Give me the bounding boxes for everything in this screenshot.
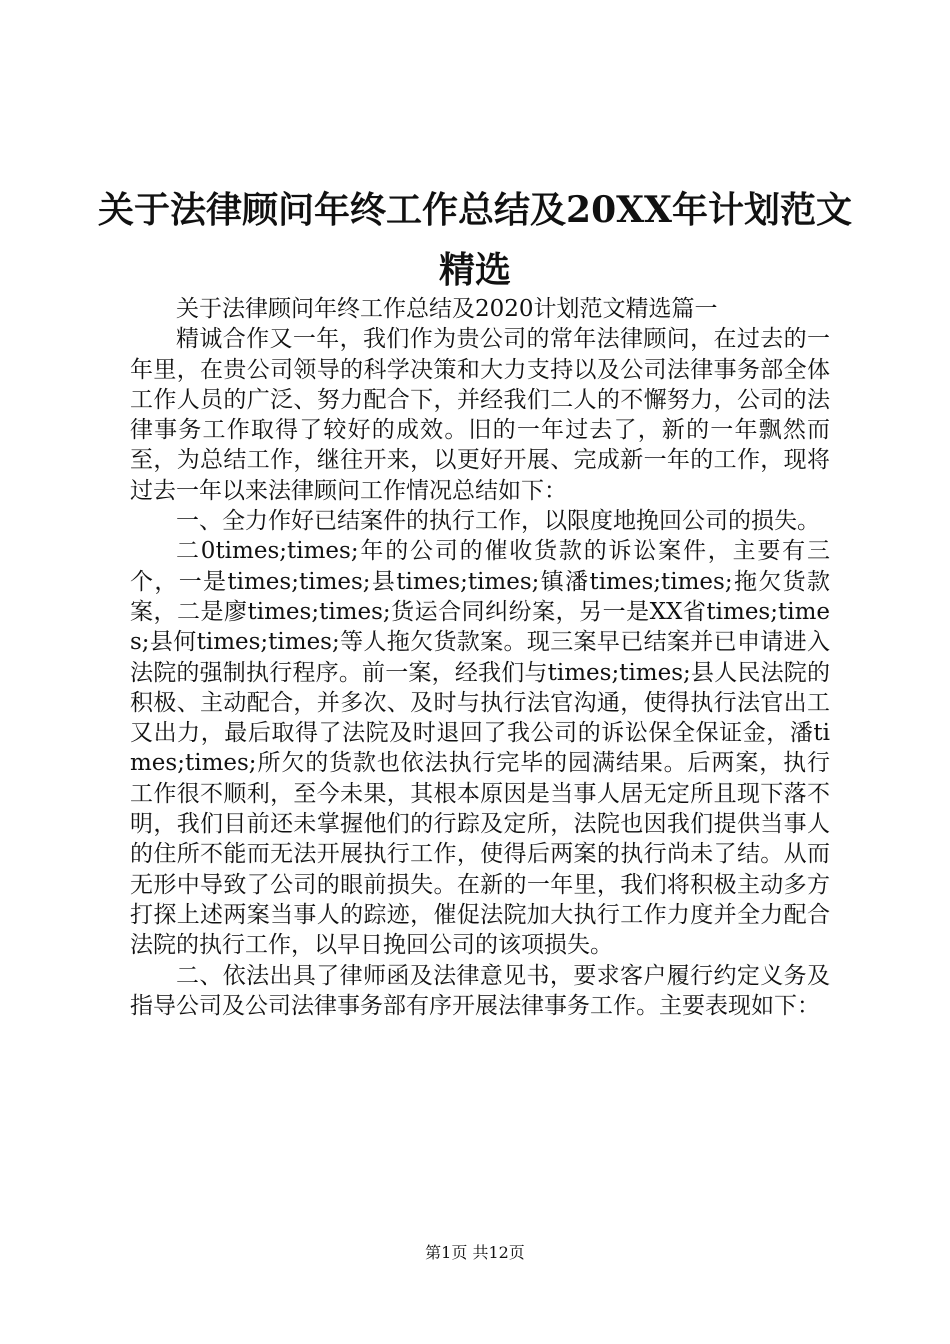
document-body: [130, 294, 830, 1021]
paragraph: 一、全力作好已结案件的执行工作，以限度地挽回公司的损失。: [176, 508, 820, 535]
paragraph: 二、依法出具了律师函及法律意见书，要求客户履行约定义务及指导公司及公司法律事务部有序开展法律事务工作。主要表现如下：: [130, 962, 830, 1019]
paragraph: 二0times;times;年的公司的催收货款的诉讼案件，主要有三个，一是times;times;县times;times;镇潘times;times;拖欠货款案，二是廖times;times;货运合同纠纷案，另一是XX省times;times;县何times;times;等人拖欠货款案。现三案早已结案并已申请进入法院的强制执行程序。前一案，经我们与times;times;县人民法院的积极、主动配合，并多次、及时与执行法官沟通，使得执行法官出工又出力，最后取得了法院及时退回了我公司的诉讼保全保证金，潘times;times;所欠的货款也依法执行完毕的园满结果。后两案，执行工作很不顺利，至今未果，其根本原因是当事人居无定所且现下落不明，我们目前还未掌握他们的行踪及定所，法院也因我们提供当事人的住所不能而无法开展执行工作，使得后两案的执行尚未了结。从而无形中导致了公司的眼前损失。在新的一年里，我们将积极主动多方打探上述两案当事人的踪迹，催促法院加大执行工作力度并全力配合法院的执行工作，以早日挽回公司的该项损失。: [130, 538, 830, 959]
paragraph: 精诚合作又一年，我们作为贵公司的常年法律顾问，在过去的一年里，在贵公司领导的科学决策和大力支持以及公司法律事务部全体工作人员的广泛、努力配合下，并经我们二人的不懈努力，公司的法律事务工作取得了较好的成效。旧的一年过去了，新的一年飘然而至，为总结工作，继往开来，以更好开展、完成新一年的工作，现将过去一年以来法律顾问工作情况总结如下：: [130, 326, 830, 504]
section-heading: 关于法律顾问年终工作总结及2020计划范文精选篇一: [176, 296, 718, 322]
document-title: 关于法律顾问年终工作总结及20XX年计划范文精选: [98, 189, 852, 291]
page-footer: 第1页 共12页: [425, 1243, 525, 1262]
